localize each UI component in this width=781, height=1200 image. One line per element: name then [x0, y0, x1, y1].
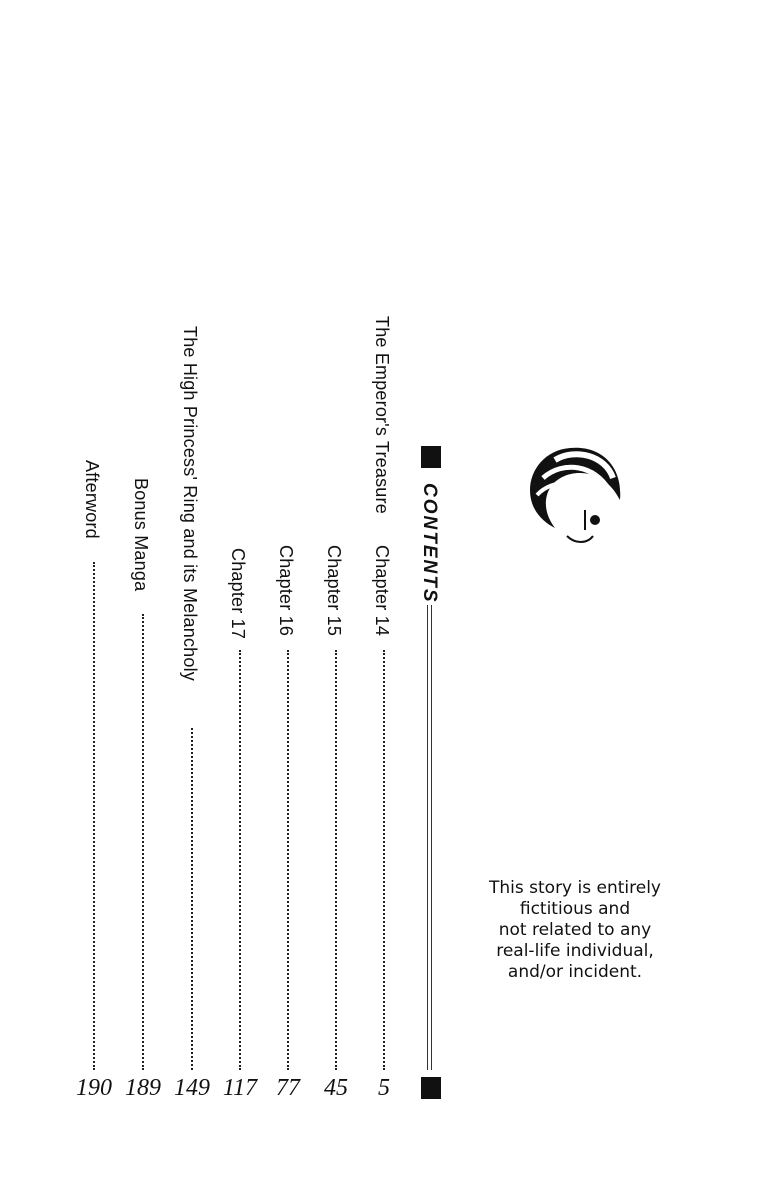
heading-rule [427, 605, 432, 1070]
toc-entry-title[interactable]: Bonus Manga [131, 478, 151, 592]
toc-page-number: 77 [276, 1075, 300, 1101]
toc-page-number: 117 [222, 1075, 258, 1101]
toc-entry-chapter[interactable]: Chapter 15 [324, 545, 344, 637]
toc-entry-title[interactable]: The Emperor's Treasure [372, 316, 392, 514]
toc-leader [93, 562, 95, 1070]
toc-leader [335, 650, 337, 1070]
heading-square-top [421, 446, 441, 468]
swirl-emblem-icon [525, 440, 625, 555]
toc-leader [191, 728, 193, 1070]
toc-entry-chapter[interactable]: Chapter 16 [276, 545, 296, 637]
toc-page-number: 190 [76, 1075, 112, 1101]
toc-page-number: 189 [125, 1075, 161, 1101]
contents-heading: CONTENTS [419, 483, 440, 604]
toc-entry-title[interactable]: Afterword [82, 460, 102, 539]
disclaimer-line: and/or incident. [507, 962, 643, 982]
toc-page-number: 5 [378, 1075, 390, 1101]
toc-leader [239, 650, 241, 1070]
toc-page-number: 149 [174, 1075, 210, 1101]
disclaimer-line: This story is entirely [489, 878, 661, 898]
toc-entry-chapter[interactable]: Chapter 17 [228, 548, 248, 640]
heading-square-bottom [421, 1077, 441, 1099]
toc-entry-chapter[interactable]: Chapter 14 [372, 545, 392, 637]
disclaimer-line: not related to any [498, 920, 652, 940]
toc-page-number: 45 [324, 1075, 348, 1101]
disclaimer-line: real-life individual, [496, 941, 654, 961]
toc-leader [142, 614, 144, 1070]
toc-leader [383, 650, 385, 1070]
toc-leader [287, 650, 289, 1070]
toc-entry-title[interactable]: The High Princess' Ring and its Melancholy [180, 326, 200, 681]
disclaimer-line: fictitious and [519, 899, 631, 919]
disclaimer-text [455, 878, 695, 983]
